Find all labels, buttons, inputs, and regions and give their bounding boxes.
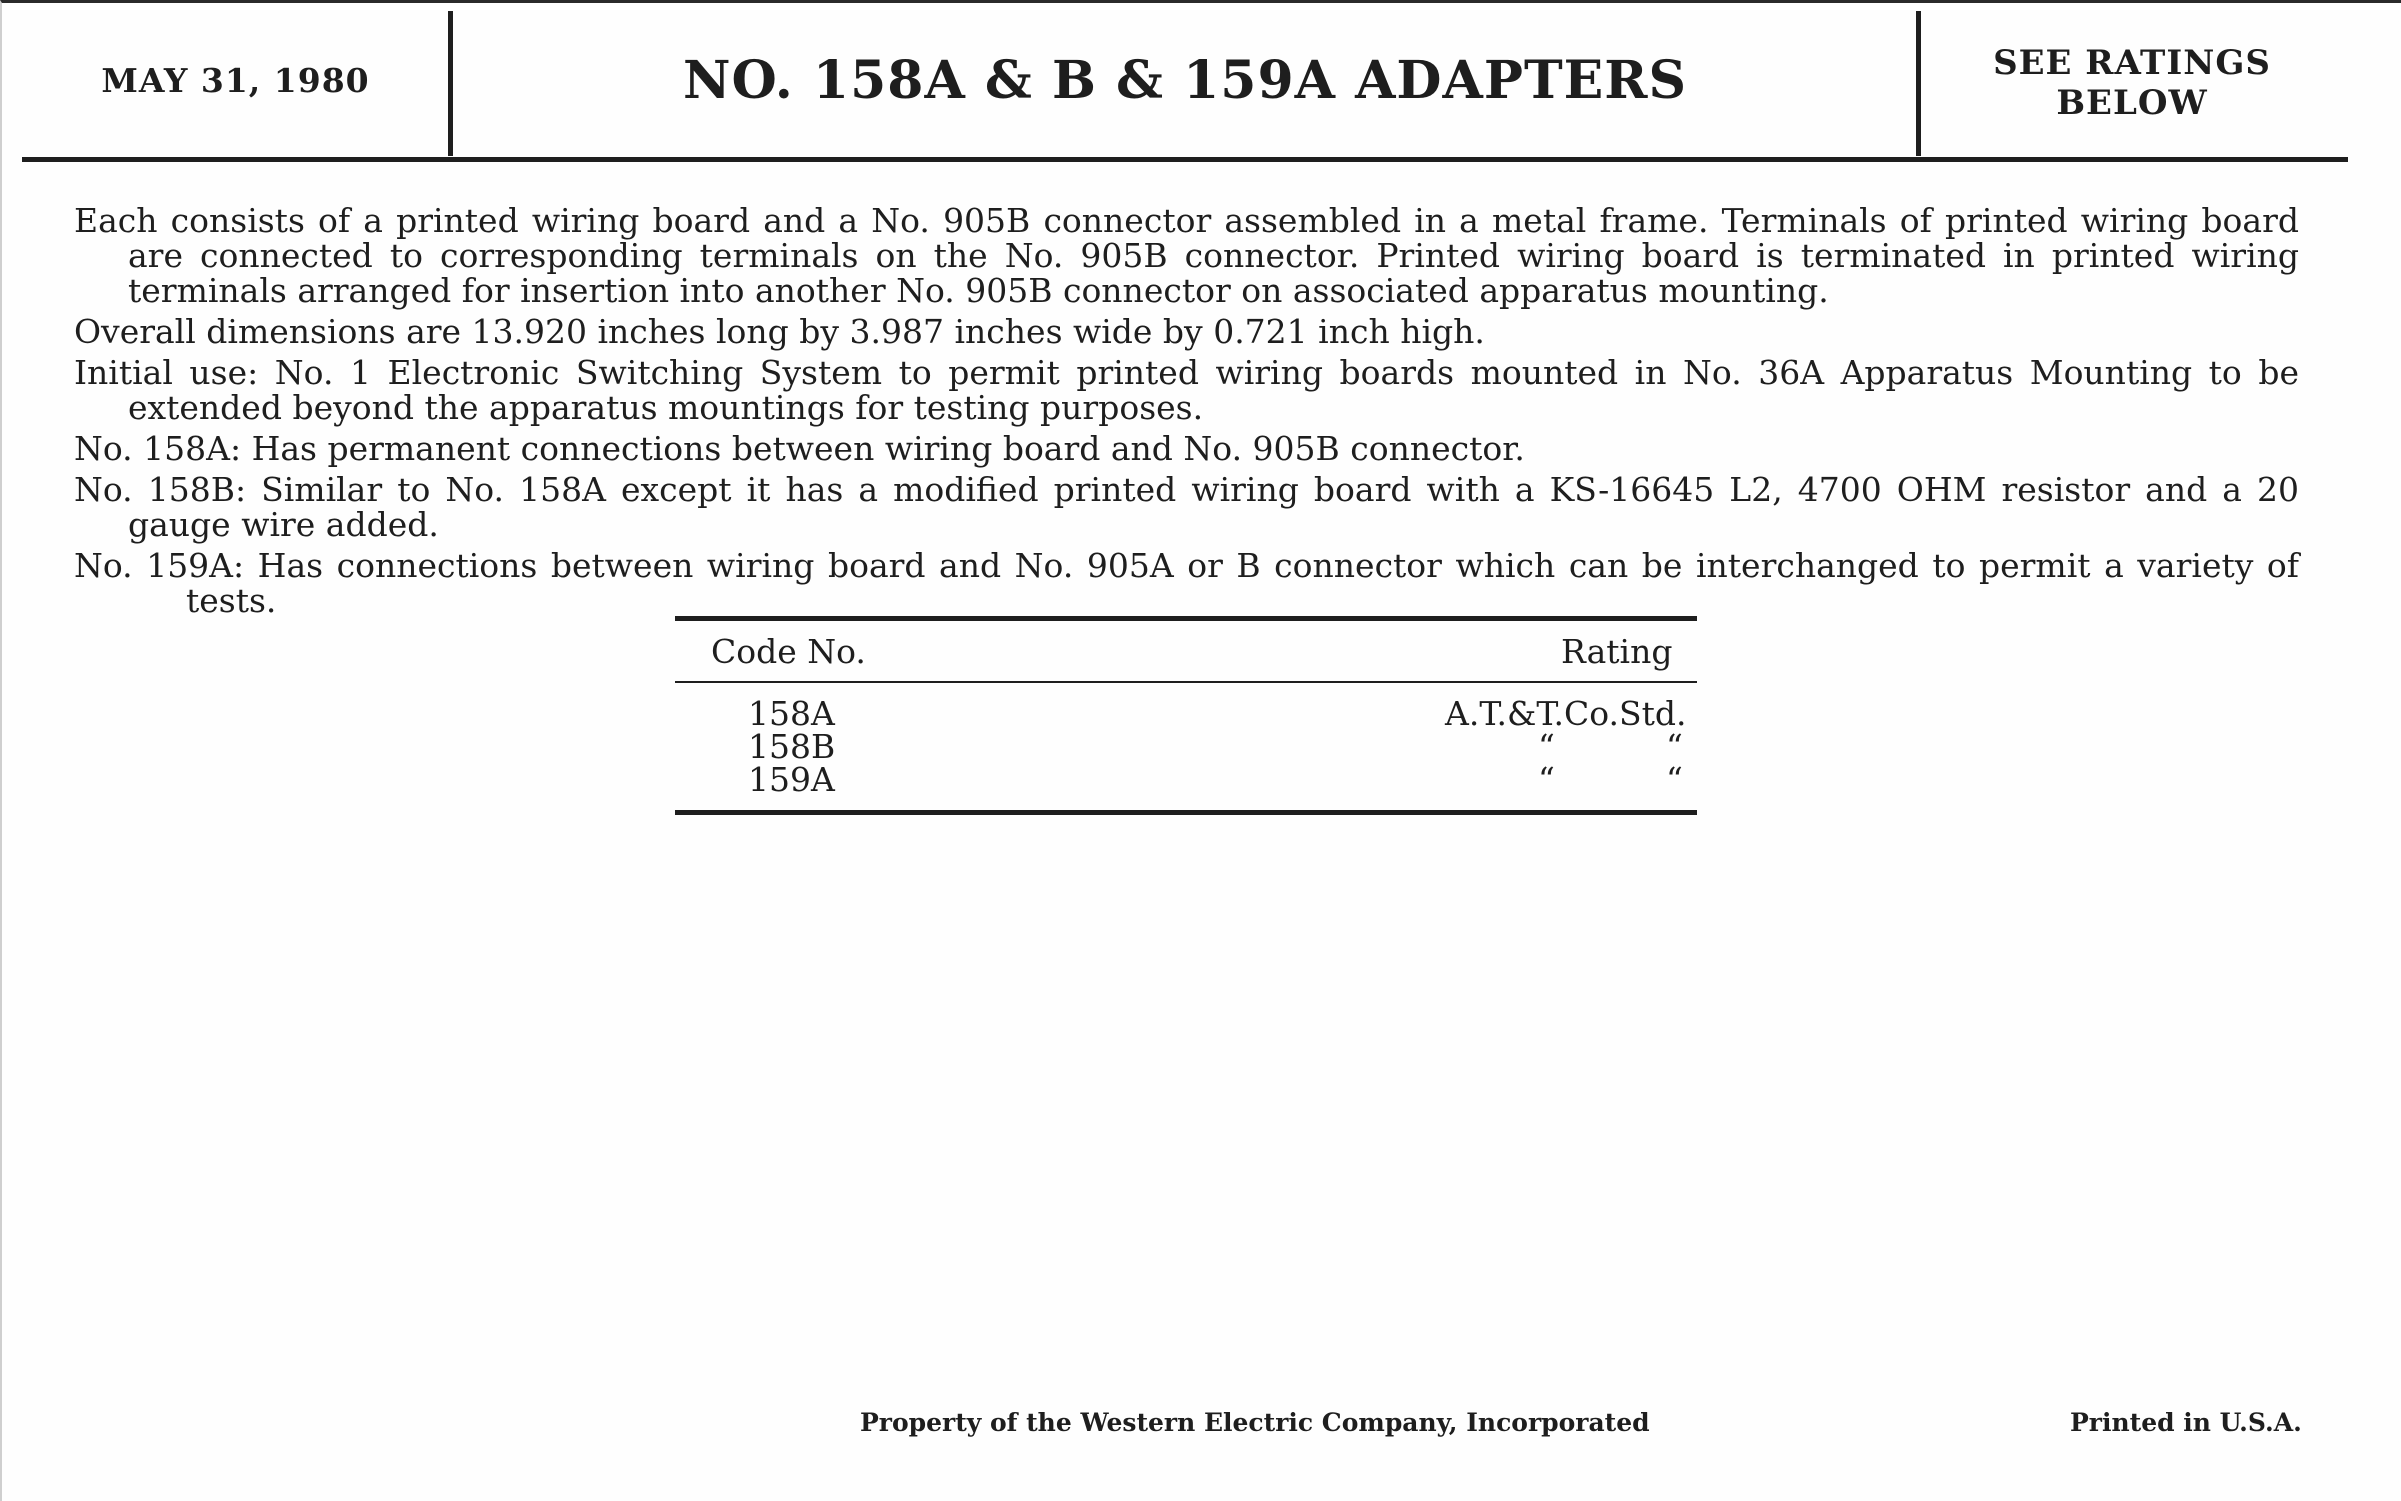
ditto-mark: “ <box>1666 760 1683 799</box>
table-row <box>675 727 1697 766</box>
table-header-row <box>675 621 1697 681</box>
ratings-note-line1: SEE RATINGS <box>1993 43 2271 83</box>
header-divider-left <box>448 11 453 156</box>
rating-cell <box>1268 760 1697 799</box>
property-notice: Property of the Western Electric Company, Incorporated <box>860 1408 1650 1437</box>
ratings-note-line2: BELOW <box>2056 83 2208 123</box>
code-cell: 158A <box>748 694 835 733</box>
ditto-mark: “ <box>1666 727 1683 766</box>
table-body <box>675 683 1697 810</box>
paragraph-159a: No. 159A: Has connections between wiring board and No. 905A or B connector which can be interchanged to permit a variety of tests. <box>74 546 2299 620</box>
paragraph-dimensions: Overall dimensions are 13.920 inches long by 3.987 inches wide by 0.721 inch high. <box>74 312 1485 351</box>
rating-cell <box>1268 694 1697 733</box>
table-row <box>675 694 1697 733</box>
ditto-mark: “ <box>1538 760 1555 799</box>
rating-cell <box>1268 727 1697 766</box>
table-bottom-rule <box>675 810 1697 815</box>
column-header-rating: Rating <box>1561 631 1673 671</box>
ratings-note <box>1922 23 2342 143</box>
header-rule <box>22 157 2348 162</box>
ditto-mark: “ <box>1538 727 1555 766</box>
paragraph-158b: No. 158B: Similar to No. 158A except it has a modified printed wiring board with a KS-16645 L2, 4700 OHM resistor and a 20 gauge wire added. <box>74 470 2299 544</box>
paragraph-construction: Each consists of a printed wiring board and a No. 905B connector assembled in a metal frame. Terminals of printed wiring board are connected to corresponding terminals on the No. 905B connector. Printed wiring board is terminated in printed wiring terminals arranged for insertion into another No. 905B connector on associated apparatus mounting. <box>74 201 2299 310</box>
printed-in-notice: Printed in U.S.A. <box>2070 1408 2302 1437</box>
code-cell: 159A <box>748 760 835 799</box>
ratings-table <box>675 616 1697 815</box>
issue-date: MAY 31, 1980 <box>101 61 370 100</box>
column-header-code: Code No. <box>711 631 866 671</box>
rating-text: A.T.&T.Co.Std. <box>1445 694 1687 733</box>
code-cell: 158B <box>748 727 836 766</box>
paragraph-158a: No. 158A: Has permanent connections between wiring board and No. 905B connector. <box>74 429 1525 468</box>
paragraph-initial-use: Initial use: No. 1 Electronic Switching System to permit printed wiring boards mounted in No. 36A Apparatus Mounting to be extended beyond the apparatus mountings for testing purposes. <box>74 353 2299 427</box>
header-divider-right <box>1916 11 1921 156</box>
table-row <box>675 760 1697 799</box>
page-title: NO. 158A & B & 159A ADAPTERS <box>682 50 1688 111</box>
description-body <box>74 203 2299 624</box>
